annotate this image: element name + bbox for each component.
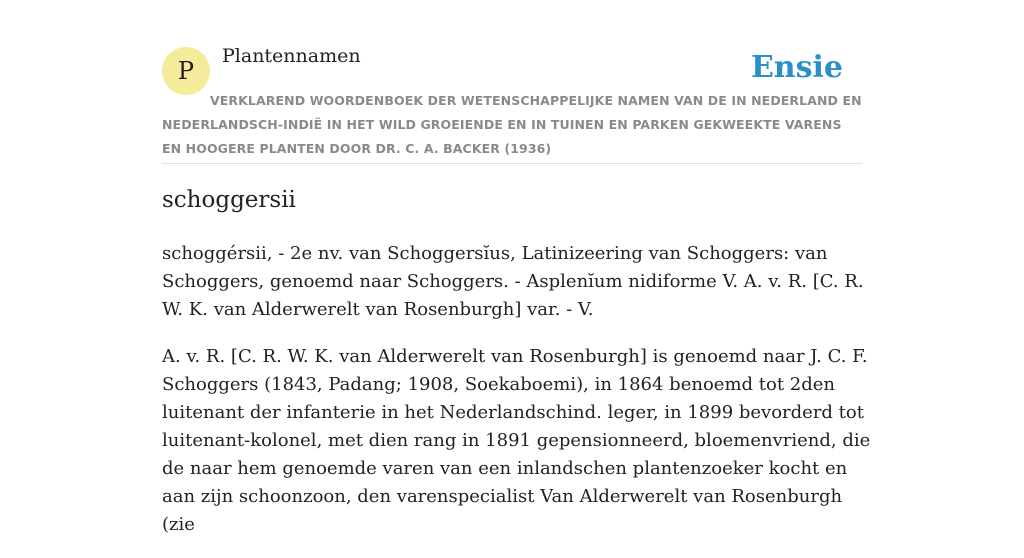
brand-logo-link[interactable]: Ensie bbox=[750, 50, 843, 85]
dictionary-subtitle: VERKLAREND WOORDENBOEK DER WETENSCHAPPELIJKE NAMEN VAN DE IN NEDERLAND EN NEDERLANDSCH-INDIË IN HET WILD GROEIENDE EN IN TUINEN EN PARKEN GEKWEEKTE VARENS EN HOOGERE PLANTEN DOOR DR. C. A. BACKER (1936) bbox=[162, 93, 862, 156]
entry-content bbox=[162, 240, 872, 558]
entry-paragraph: schoggérsii, - 2e nv. van Schoggersĭus, Latinizeering van Schoggers: van Schoggers, genoemd naar Schoggers. - Asplenĭum nidiforme V. A. v. R. [C. R. W. K. van Alderwerelt van Rosenburgh] var. - V. bbox=[162, 243, 864, 320]
entry-title: schoggersii bbox=[162, 187, 296, 213]
site-title[interactable]: Plantennamen bbox=[222, 45, 361, 67]
logo-letter: P bbox=[177, 57, 195, 85]
entry-paragraph: A. v. R. [C. R. W. K. van Alderwerelt van Rosenburgh] is genoemd naar J. C. F. Schoggers (1843, Padang; 1908, Soekaboemi), in 1864 benoemd tot 2den luitenant der infanterie in het Nederlandschind. leger, in 1899 bevorderd tot luitenant-kolonel, met dien rang in 1891 gepensionneerd, bloemenvriend, die de naar hem genoemde varen van een inlandschen plantenzoeker kocht en aan zijn schoonzoon, den varenspecialist Van Alderwerelt van Rosenburgh (zie bbox=[162, 346, 871, 535]
header-divider bbox=[162, 163, 862, 164]
site-logo[interactable] bbox=[162, 47, 210, 95]
